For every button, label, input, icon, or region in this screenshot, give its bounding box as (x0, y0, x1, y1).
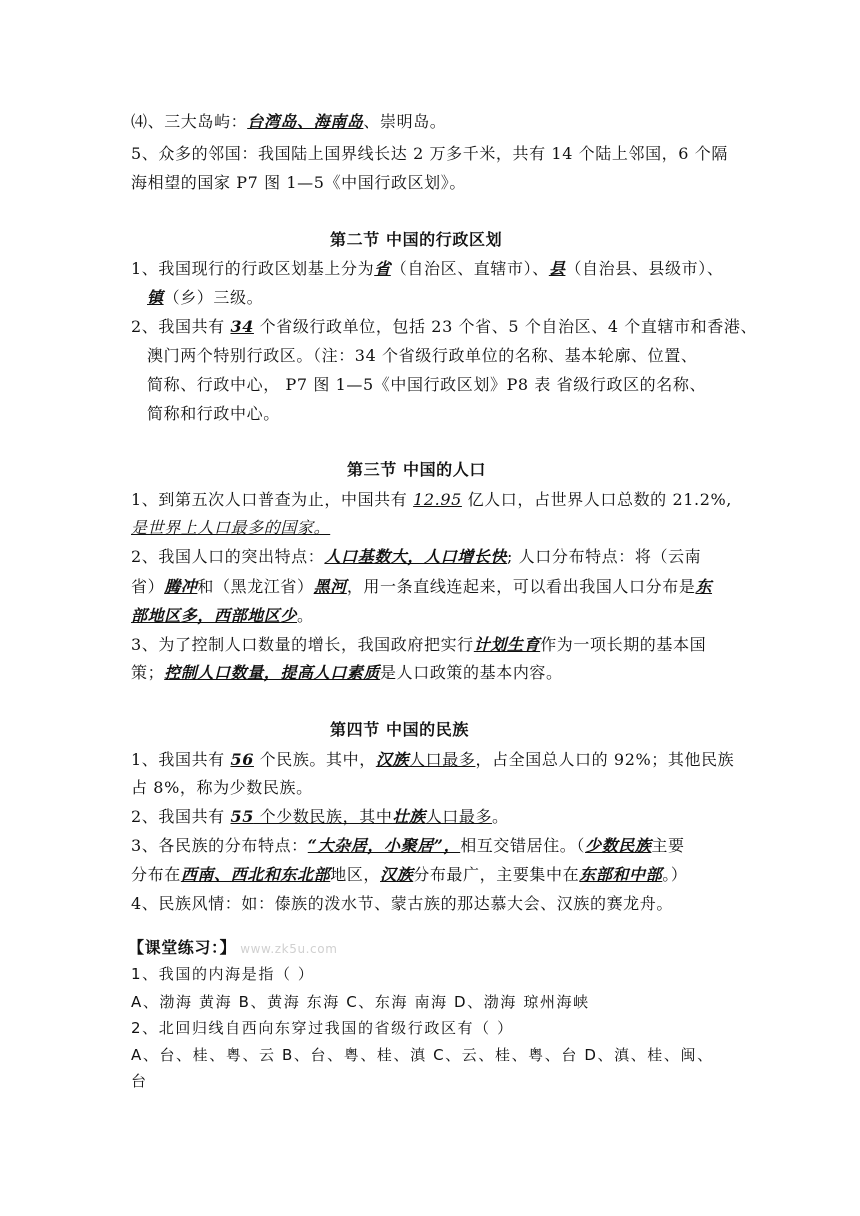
highlight: 个少数民族，其中 (253, 807, 393, 826)
text: ; 人口分布特点：将（云南 (507, 547, 702, 566)
text: 2、我国共有 (131, 807, 231, 826)
highlight: 55 (230, 807, 254, 826)
text: 分布在 (131, 865, 181, 884)
question-1: 1、我国的内海是指（ ） (131, 965, 315, 983)
question-1-options: A、渤海 黄海 B、黄海 东海 C、东海 南海 D、渤海 琼州海峡 (131, 993, 590, 1011)
s3-p1-line-b (131, 517, 330, 539)
text: 个民族。其中， (253, 750, 376, 769)
s2-p2-line-b: 澳门两个特别行政区。（注：34 个省级行政单位的名称、基本轮廓、位置、 (147, 346, 698, 365)
text: 。 (297, 606, 314, 625)
text: 2、我国共有 (131, 317, 231, 336)
text: （乡）三级。 (163, 288, 264, 307)
highlight: 计划生育 (473, 635, 541, 654)
question-2-options-cont: 台 (131, 1072, 148, 1090)
text: 3、各民族的分布特点： (131, 836, 308, 855)
s2-p2-line-a (131, 316, 757, 338)
highlight: 少数民族 (585, 836, 652, 855)
text: 作为一项长期的基本国 (540, 635, 707, 654)
intro-line-neighbors: 5、众多的邻国：我国陆上国界线长达 2 万多千米，共有 14 个陆上邻国，6 个隔 (131, 144, 728, 163)
text: 策； (131, 663, 165, 682)
s4-p3-line-a (131, 835, 685, 857)
highlight: 控制人口数量，提高人口素质 (164, 663, 381, 682)
section-4-title: 第四节 中国的民族 (330, 720, 469, 739)
watermark: www.zk5u.com (240, 942, 338, 956)
s3-p2-line-c (131, 605, 314, 627)
text: （自治区、直辖市）、 (390, 259, 549, 278)
highlight: 省 (374, 259, 391, 278)
text: ，占全国总人口的 92%；其他民族 (475, 750, 735, 769)
highlight: 腾冲 (164, 577, 198, 596)
s3-p3-line-b (131, 662, 563, 684)
highlight: 部地区多，西部地区少 (131, 606, 298, 625)
highlight: 东 (695, 577, 713, 596)
intro-line-islands (131, 111, 446, 133)
s3-p2-line-b (131, 576, 712, 598)
highlight: 壮族 (392, 807, 426, 826)
text: 。） (662, 865, 688, 884)
text: 个省级行政单位，包括 23 个省、5 个自治区、4 个直辖市和香港、 (253, 317, 758, 336)
question-2: 2、北回归线自西向东穿过我国的省级行政区有（ ） (131, 1019, 514, 1037)
text: 是人口政策的基本内容。 (380, 663, 563, 682)
s3-p1-line-a (131, 489, 732, 511)
text: 相互交错居住。（ (460, 836, 586, 855)
s4-p3-line-b (131, 864, 687, 886)
highlight: 县 (548, 259, 566, 278)
text: ⑷、三大岛屿： (131, 112, 248, 131)
question-2-options: A、台、桂、粤、云 B、台、粤、桂、滇 C、云、桂、粤、台 D、滇、桂、闽、 (131, 1046, 714, 1064)
s2-p1-line-b (147, 287, 263, 309)
s2-p1-line-a (131, 258, 723, 280)
text: 2、我国人口的突出特点： (131, 547, 325, 566)
s3-p2-line-a (131, 546, 701, 568)
text: 。 (492, 807, 509, 826)
highlight: 东部和中部 (579, 865, 663, 884)
s4-p4-line: 4、民族风情：如：傣族的泼水节、蒙古族的那达慕大会、汉族的赛龙舟。 (131, 894, 673, 913)
s4-p1-line-a (131, 749, 734, 771)
highlight: 人口最多 (409, 750, 476, 769)
text: 3、为了控制人口数量的增长，我国政府把实行 (131, 635, 474, 654)
text: 主要 (651, 836, 685, 855)
s2-p2-line-d: 简称和行政中心。 (147, 404, 280, 423)
text: 、崇明岛。 (363, 112, 447, 131)
highlight: 56 (230, 750, 254, 769)
s3-p3-line-a (131, 634, 706, 656)
s4-p1-line-b: 占 8%，称为少数民族。 (131, 778, 313, 797)
text: （自治县、县级市）、 (565, 259, 724, 278)
highlight: 是世界上人口最多的国家。 (131, 518, 331, 537)
highlight: 汉族 (375, 750, 410, 769)
s2-p2-line-c: 简称、行政中心， P7 图 1—5《中国行政区划》P8 表 省级行政区的名称、 (147, 375, 707, 394)
highlight: 镇 (147, 288, 164, 307)
text: 地区， (330, 865, 381, 884)
text: ，用一条直线连起来，可以看出我国人口分布是 (346, 577, 696, 596)
highlight: “大杂居，小聚居”， (307, 836, 461, 855)
highlight: 人口最多 (425, 807, 493, 826)
highlight: 12.95 (413, 490, 462, 509)
highlight: 34 (230, 317, 254, 336)
highlight: 西南、西北和东北部 (180, 865, 331, 884)
highlight: 汉族 (380, 865, 414, 884)
s4-p2-line (131, 806, 509, 828)
section-2-title: 第二节 中国的行政区划 (330, 230, 503, 249)
intro-line-neighbors-cont: 海相望的国家 P7 图 1—5《中国行政区划》。 (131, 173, 466, 192)
text: 1、我国现行的行政区划基上分为 (131, 259, 375, 278)
text: 省） (131, 577, 165, 596)
text: 分布最广，主要集中在 (413, 865, 580, 884)
highlight: 黑河 (313, 577, 347, 596)
section-3-title: 第三节 中国的人口 (347, 460, 486, 479)
text: 和（黑龙江省） (197, 577, 314, 596)
text: 亿人口，占世界人口总数的 21.2%, (461, 490, 732, 509)
text: 1、我国共有 (131, 750, 231, 769)
highlight: 人口基数大，人口增长快 (324, 547, 507, 566)
exercise-title: 【课堂练习：】 (128, 938, 237, 957)
text: 1、到第五次人口普查为止，中国共有 (131, 490, 414, 509)
exercise-title-line (128, 937, 338, 960)
highlight: 台湾岛、海南岛 (247, 112, 364, 131)
